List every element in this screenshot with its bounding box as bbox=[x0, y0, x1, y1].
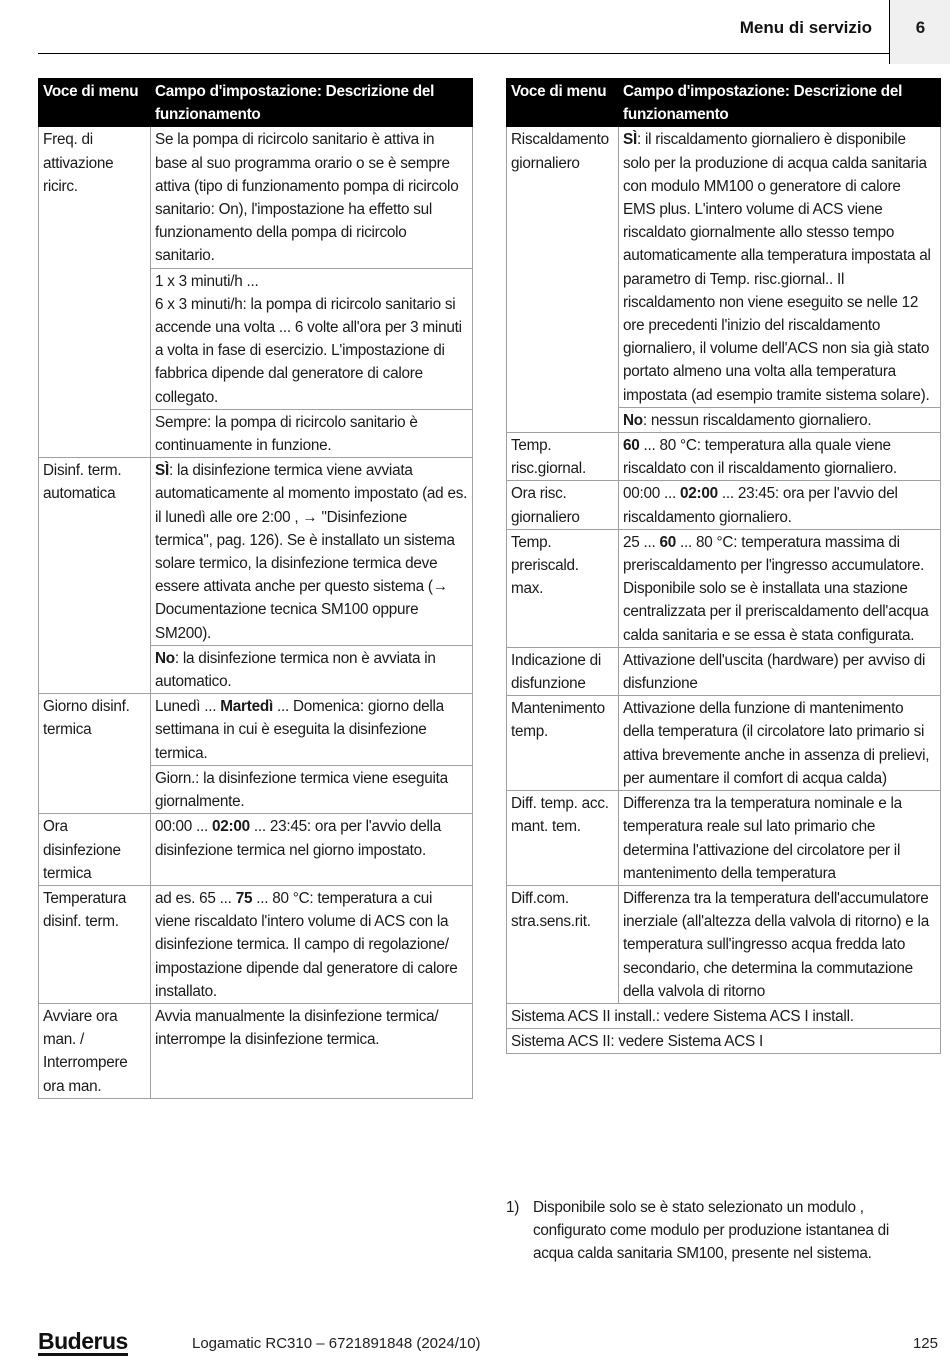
setting-value-bold: 60 bbox=[623, 437, 640, 455]
menu-item: Disinf. term. automatica bbox=[39, 458, 151, 694]
setting-text: ... Domenica: giorno della settimana in cui è eseguita la disinfezione termica. bbox=[155, 698, 444, 762]
setting-text: ... 80 °C: temperatura alla quale viene riscaldato con il riscaldamento giornaliero. bbox=[623, 437, 897, 478]
menu-item: Avviare ora man. / Interrompere ora man. bbox=[39, 1003, 151, 1098]
table-row bbox=[507, 791, 941, 886]
menu-item: Temp. preriscald. max. bbox=[507, 529, 619, 647]
setting-description bbox=[619, 433, 941, 481]
table-row bbox=[39, 814, 473, 886]
setting-description bbox=[151, 268, 473, 409]
setting-text: : il riscaldamento giornaliero è disponibile solo per la produzione di acqua calda sanitaria con modulo MM100 o generatore di calore EMS plus. L'intero volume di ACS viene riscaldato giornalmente allo stesso tempo automaticamente alla temperatura impostata al parametro di Temp. risc.giornal.. Il riscaldamento non viene eseguito se nelle 12 ore precedenti l'inizio del riscaldamento giornaliero, il volume dell'ACS non sia già stato portato almeno una volta alla temperatura impostata (ad esempio tramite sistema solare). bbox=[623, 131, 931, 404]
setting-text: : la disinfezione termica viene avviata automaticamente al momento impostato (ad es. il lunedì alle ore 2:00 , → "Disinfezione termica", pag. 126). Se è installato un sistema solare termico, la disinfezione termica deve essere attivata anche per questo sistema (→ Documentazione tecnica SM100 oppure SM200). bbox=[155, 462, 468, 642]
menu-item: Mantenimento temp. bbox=[507, 696, 619, 791]
setting-description: Se la pompa di ricircolo sanitario è attiva in base al suo programma orario o se è sempre attiva (tipo di funzionamento pompa di ricircolo sanitario: On), l'impostazione ha effetto sul funzionamento della pompa di ricircolo sanitario. bbox=[151, 127, 473, 268]
setting-detail: 6 x 3 minuti/h: la pompa di ricircolo sanitario si accende una volta ... 6 volte all'ora per 3 minuti a volta in fase di esercizio. L'impostazione di fabbrica dipende dal generatore di calore collegato. bbox=[155, 295, 462, 406]
setting-description bbox=[151, 885, 473, 1003]
section-title: Menu di servizio bbox=[739, 18, 872, 37]
setting-value-bold: 75 bbox=[235, 889, 253, 907]
table-row bbox=[39, 127, 473, 268]
table-row bbox=[507, 481, 941, 529]
span-row-text: Sistema ACS II: vedere Sistema ACS I bbox=[507, 1029, 941, 1054]
table-header-row bbox=[507, 79, 941, 127]
page-number: 125 bbox=[912, 1335, 938, 1352]
setting-value-bold: SÌ bbox=[623, 131, 637, 149]
menu-item: Ora disinfezione termica bbox=[39, 814, 151, 886]
footnote-text: Disponibile solo se è stato selezionato un modulo , configurato come modulo per produzione istantanea di acqua calda sanitaria SM100, presente nel sistema. bbox=[533, 1199, 890, 1263]
setting-value-bold: SÌ bbox=[155, 462, 169, 480]
col-header-description: Campo d'impostazione: Descrizione del funzionamento bbox=[151, 79, 473, 127]
setting-description bbox=[151, 645, 473, 693]
menu-item: Temp. risc.giornal. bbox=[507, 433, 619, 481]
setting-description bbox=[619, 529, 941, 647]
table-row bbox=[507, 885, 941, 1003]
table-row bbox=[507, 647, 941, 695]
setting-description bbox=[151, 458, 473, 646]
menu-item: Diff.com. stra.sens.rit. bbox=[507, 885, 619, 1003]
setting-text: ... 80 °C: temperatura a cui viene riscaldato l'intero volume di ACS con la disinfezione termica. Il campo di regolazione/ impostazione dipende dal generatore di calore installato. bbox=[155, 889, 458, 1000]
chapter-number: 6 bbox=[915, 18, 926, 37]
setting-description bbox=[619, 407, 941, 432]
setting-description: Attivazione della funzione di mantenimento della temperatura (il circolatore lato primario si attiva brevemente anche in assenza di prelievi, per aumentare il comfort di acqua calda) bbox=[619, 696, 941, 791]
setting-description: Differenza tra la temperatura dell'accumulatore inerziale (all'altezza della valvola di ritorno) e la temperatura sull'ingresso acqua fredda lato secondario, che determina la commutazione della valvola di ritorno bbox=[619, 885, 941, 1003]
table-row bbox=[39, 1003, 473, 1098]
menu-table-right bbox=[506, 78, 941, 1054]
setting-description bbox=[619, 127, 941, 407]
table-row bbox=[507, 127, 941, 407]
table-row bbox=[507, 1029, 941, 1054]
setting-description: Sempre: la pompa di ricircolo sanitario è continuamente in funzione. bbox=[151, 409, 473, 457]
span-row-text: Sistema ACS II install.: vedere Sistema ACS I install. bbox=[507, 1003, 941, 1028]
setting-value-bold: No bbox=[623, 411, 643, 429]
setting-text: : nessun riscaldamento giornaliero. bbox=[642, 411, 872, 429]
menu-item: Giorno disinf. termica bbox=[39, 694, 151, 814]
chapter-tab bbox=[889, 0, 950, 64]
table-row bbox=[507, 696, 941, 791]
setting-description bbox=[151, 694, 473, 766]
setting-range: 1 x 3 minuti/h ... bbox=[155, 272, 259, 290]
table-row bbox=[507, 529, 941, 647]
setting-description bbox=[151, 814, 473, 886]
setting-text: 00:00 ... bbox=[623, 485, 681, 503]
table-row bbox=[507, 1003, 941, 1028]
menu-item: Diff. temp. acc. mant. tem. bbox=[507, 791, 619, 886]
setting-description: Differenza tra la temperatura nominale e la temperatura reale sul lato primario che determina l'attivazione del circolatore per il mantenimento della temperatura bbox=[619, 791, 941, 886]
setting-value-bold: 60 bbox=[659, 533, 677, 551]
setting-text: 25 ... bbox=[623, 533, 660, 551]
col-header-item: Voce di menu bbox=[507, 79, 619, 127]
table-row bbox=[507, 433, 941, 481]
setting-text: ... 80 °C: temperatura massima di preriscaldamento per l'ingresso accumulatore. Disponibile solo se è installata una stazione centralizzata per il preriscaldamento dell'acqua calda sanitaria e se essa è stata configurata. bbox=[623, 533, 929, 644]
document-reference: Logamatic RC310 – 6721891848 (2024/10) bbox=[192, 1335, 481, 1352]
setting-value-bold: 02:00 bbox=[680, 485, 718, 503]
table-row bbox=[39, 885, 473, 1003]
table-row bbox=[39, 694, 473, 766]
menu-item: Riscaldamento giornaliero bbox=[507, 127, 619, 433]
setting-description: Attivazione dell'uscita (hardware) per avviso di disfunzione bbox=[619, 647, 941, 695]
setting-value-bold: 02:00 bbox=[212, 818, 250, 836]
setting-text: ... 23:45: ora per l'avvio del riscaldamento giornaliero. bbox=[623, 485, 898, 526]
col-header-description: Campo d'impostazione: Descrizione del funzionamento bbox=[619, 79, 941, 127]
menu-item: Ora risc. giornaliero bbox=[507, 481, 619, 529]
setting-text: ad es. 65 ... bbox=[155, 889, 236, 907]
setting-value-bold: Martedì bbox=[220, 698, 273, 716]
col-header-item: Voce di menu bbox=[39, 79, 151, 127]
setting-text: ... 23:45: ora per l'avvio della disinfezione termica nel giorno impostato. bbox=[155, 818, 442, 859]
header-rule bbox=[38, 53, 890, 54]
setting-text: Lunedì ... bbox=[155, 698, 221, 716]
menu-item: Temperatura disinf. term. bbox=[39, 885, 151, 1003]
menu-item: Indicazione di disfunzione bbox=[507, 647, 619, 695]
setting-value-bold: No bbox=[155, 649, 175, 667]
menu-item: Freq. di attivazione ricirc. bbox=[39, 127, 151, 458]
setting-description bbox=[619, 481, 941, 529]
setting-text: 00:00 ... bbox=[155, 818, 213, 836]
setting-description: Avvia manualmente la disinfezione termica/ interrompe la disinfezione termica. bbox=[151, 1003, 473, 1098]
footnote-marker: 1) bbox=[506, 1199, 520, 1216]
table-header-row bbox=[39, 79, 473, 127]
menu-table-left bbox=[38, 78, 473, 1099]
table-row bbox=[39, 458, 473, 646]
brand-logo: Buderus bbox=[38, 1328, 128, 1354]
footnote bbox=[506, 1196, 926, 1266]
setting-description: Giorn.: la disinfezione termica viene eseguita giornalmente. bbox=[151, 765, 473, 813]
setting-text: : la disinfezione termica non è avviata in automatico. bbox=[155, 649, 436, 691]
